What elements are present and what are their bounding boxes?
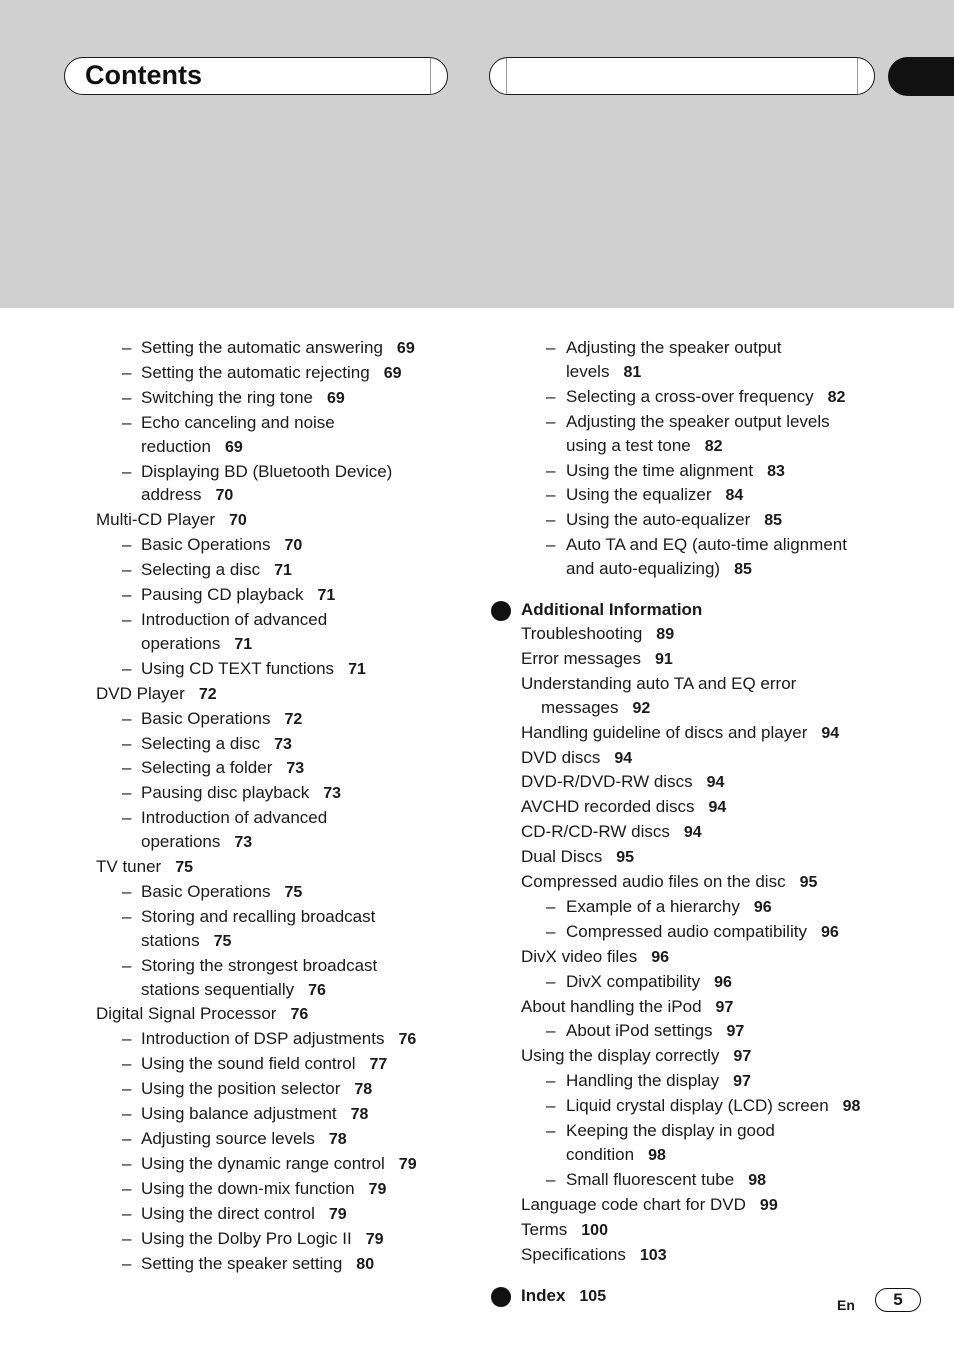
toc-entry-label: Adjusting source levels [141,1129,315,1148]
toc-entry-page: 73 [323,785,342,803]
dash-marker: – [546,411,556,431]
toc-entry-page: 84 [725,487,744,505]
toc-entry[interactable] [491,870,931,895]
toc-entry[interactable] [96,361,476,386]
toc-entry-label: Using the auto-equalizer [566,510,751,530]
toc-entry[interactable] [96,756,476,781]
dash-marker: – [122,362,132,382]
toc-entry-page: 94 [706,774,725,792]
toc-entry-page: 72 [284,710,303,728]
toc-entry-page: 70 [284,537,303,555]
toc-entry-page: 98 [648,1147,666,1164]
section-heading-label: Additional Information [521,600,703,620]
toc-entry-label: Auto TA and EQ (auto-time alignment [566,535,847,555]
dash-marker: – [122,387,132,407]
toc-entry-page: 79 [328,1205,347,1223]
section-tab [888,57,954,96]
toc-entry[interactable] [491,360,931,385]
toc-entry-label: Using the display correctly [521,1046,720,1066]
toc-additional-list [491,622,931,1268]
dash-marker: – [122,338,132,357]
toc-entry-label: operations [141,832,221,852]
toc-entry-page: 96 [753,898,772,916]
dash-marker: – [122,1228,132,1248]
dash-marker: – [122,1029,132,1049]
toc-entry-page: 76 [308,981,326,999]
toc-entry-label: Selecting a disc [141,733,261,753]
page-number: 5 [875,1288,921,1312]
toc-entry[interactable] [96,929,476,954]
section-gap [491,582,931,598]
toc-entry[interactable] [96,558,476,583]
toc-entry-label: TV tuner [96,857,162,877]
toc-entry[interactable] [491,746,931,771]
toc-entry-label: using a test tone [566,435,691,455]
dash-marker: – [122,1129,132,1148]
toc-entry[interactable] [491,459,931,484]
toc-left-column [96,336,476,1276]
toc-entry-label: Basic Operations [141,881,271,901]
toc-entry-label: Compressed audio files on the disc [521,872,786,892]
toc-entry[interactable] [491,483,931,508]
toc-entry-label: Setting the speaker setting [141,1253,343,1273]
index-label: Index [521,1285,566,1305]
toc-right-column [491,336,931,1308]
dash-marker: – [122,535,132,555]
toc-entry[interactable] [96,411,476,435]
section-heading-additional[interactable] [491,598,931,622]
toc-entry-page: 97 [733,1048,752,1066]
dash-marker: – [122,881,132,901]
toc-entry-label: Handling the display [566,1071,720,1091]
toc-entry[interactable] [96,682,476,707]
page-title: Contents [85,60,202,90]
toc-entry-page: 97 [715,998,734,1016]
toc-entry-label: Small fluorescent tube [566,1169,735,1189]
section-heading-index[interactable] [491,1284,931,1309]
toc-entry-label: Liquid crystal display (LCD) screen [566,1096,829,1116]
toc-entry[interactable] [96,1127,476,1152]
toc-entry-page: 103 [639,1246,667,1264]
toc-entry-page: 83 [767,462,785,480]
toc-entry[interactable] [96,1027,476,1052]
toc-entry-label: DVD discs [521,747,601,767]
toc-entry[interactable] [96,806,476,830]
toc-entry[interactable] [96,781,476,806]
toc-entry-label: CD-R/CD-RW discs [521,822,670,842]
toc-entry-page: 95 [799,874,818,892]
toc-entry[interactable] [96,386,476,411]
language-label: En [837,1297,855,1313]
toc-entry[interactable] [96,905,476,929]
dash-marker: – [546,1021,556,1041]
toc-entry-label: Using the position selector [141,1079,341,1099]
toc-entry-label: Introduction of DSP adjustments [141,1029,385,1049]
dash-marker: – [546,921,556,941]
header-band [0,0,954,308]
toc-entry[interactable] [491,1193,931,1218]
toc-entry-label: Using CD TEXT functions [141,658,335,678]
toc-entry-label: Terms [521,1219,568,1239]
section-gap [491,1268,931,1284]
toc-entry[interactable] [491,1069,931,1094]
toc-entry-page: 69 [396,340,415,357]
dash-marker: – [546,1121,556,1141]
toc-entry[interactable] [491,1243,931,1268]
dash-marker: – [546,1071,556,1091]
toc-entry-page: 89 [656,625,675,643]
toc-entry-page: 75 [213,932,232,950]
toc-entry[interactable] [491,895,931,920]
toc-entry[interactable] [491,920,931,945]
toc-entry[interactable] [96,533,476,558]
toc-entry-label: Using the sound field control [141,1054,356,1074]
toc-entry-page: 76 [290,1006,309,1024]
dash-marker: – [122,1203,132,1223]
toc-entry[interactable] [491,795,931,820]
blank-box-divider-right [857,58,858,94]
dash-marker: – [546,535,556,555]
toc-entry[interactable] [96,1202,476,1227]
toc-entry-label: Basic Operations [141,708,271,728]
dash-marker: – [122,1079,132,1099]
toc-entry-page: 75 [284,883,303,901]
toc-entry[interactable] [491,1119,931,1143]
toc-entry[interactable] [96,336,476,361]
toc-entry-page: 99 [759,1196,778,1214]
toc-entry-label: AVCHD recorded discs [521,797,695,817]
dash-marker: – [122,585,132,605]
toc-entry-label: Storing and recalling broadcast [141,906,376,926]
toc-entry[interactable] [491,1044,931,1069]
toc-entry-label: Pausing disc playback [141,783,310,803]
toc-entry-page: 71 [274,562,292,580]
toc-entry[interactable] [96,954,476,978]
bullet-icon [491,601,511,621]
toc-entry[interactable] [96,1152,476,1177]
toc-entry-label: Using the dynamic range control [141,1153,385,1173]
toc-entry[interactable] [96,508,476,533]
toc-entry[interactable] [491,1218,931,1243]
toc-entry-label: Language code chart for DVD [521,1194,746,1214]
toc-entry-page: 71 [348,660,366,678]
toc-entry[interactable] [491,336,931,360]
toc-entry-label: Basic Operations [141,535,271,555]
title-box-divider [430,58,431,94]
toc-entry-label: Troubleshooting [521,623,643,643]
dash-marker: – [122,1153,132,1173]
toc-entry-label: DVD Player [96,683,185,703]
toc-entry-page: 79 [365,1230,384,1248]
dash-marker: – [546,1096,556,1116]
toc-right-top [491,336,931,582]
toc-entry-label: Using the equalizer [566,485,712,505]
toc-entry[interactable] [96,460,476,484]
title-box [64,57,448,95]
toc-entry-label: Setting the automatic answering [141,338,383,357]
toc-entry-page: 85 [764,512,783,530]
toc-entry-page: 69 [327,389,345,407]
toc-entry-page: 79 [398,1155,417,1173]
toc-entry-page: 82 [827,388,846,406]
toc-entry[interactable] [491,1094,931,1119]
toc-entry-page: 70 [229,512,247,530]
toc-entry[interactable] [491,557,931,582]
blank-box-divider-left [506,58,507,94]
dash-marker: – [122,955,132,975]
toc-entry-label: reduction [141,436,211,456]
toc-entry-page: 78 [328,1131,347,1148]
toc-entry-page: 100 [581,1221,608,1239]
toc-entry[interactable] [491,410,931,434]
toc-entry-label: Using balance adjustment [141,1104,337,1124]
toc-entry[interactable] [96,608,476,632]
toc-entry-page: 97 [726,1023,745,1041]
toc-entry-label: Compressed audio compatibility [566,921,807,941]
toc-entry-label: Understanding auto TA and EQ error [521,673,797,693]
toc-entry-label: Selecting a cross-over frequency [566,386,814,406]
toc-entry-label: DivX video files [521,946,638,966]
toc-entry[interactable] [491,1019,931,1044]
toc-entry-label: Introduction of advanced [141,808,328,828]
toc-entry-label: Dual Discs [521,847,603,867]
toc-entry-page: 72 [198,685,217,703]
toc-entry-page: 85 [734,561,752,579]
toc-entry-label: Specifications [521,1244,626,1264]
toc-entry[interactable] [491,945,931,970]
toc-entry[interactable] [96,830,476,855]
dash-marker: – [122,1104,132,1124]
toc-entry-label: Multi-CD Player [96,510,216,530]
toc-entry-label: Handling guideline of discs and player [521,722,808,742]
toc-entry-label: Adjusting the speaker output levels [566,411,830,431]
toc-entry[interactable] [491,622,931,647]
toc-entry-page: 71 [317,587,336,605]
toc-entry[interactable] [491,385,931,410]
toc-entry-label: Selecting a folder [141,758,273,778]
dash-marker: – [546,338,556,357]
toc-entry-label: address [141,485,202,505]
toc-entry-page: 78 [354,1081,373,1099]
dash-marker: – [546,896,556,916]
toc-entry[interactable] [96,1102,476,1127]
toc-entry-page: 82 [704,437,723,455]
toc-entry-label: Switching the ring tone [141,387,313,407]
dash-marker: – [546,510,556,530]
toc-entry[interactable] [491,1168,931,1193]
toc-entry-page: 94 [821,724,840,742]
toc-entry[interactable] [96,1177,476,1202]
toc-entry[interactable] [96,707,476,732]
toc-entry-label: stations [141,930,200,950]
toc-entry-page: 92 [632,699,651,717]
dash-marker: – [122,733,132,753]
toc-entry-page: 94 [708,799,727,817]
toc-entry[interactable] [96,732,476,757]
toc-entry-label: DVD-R/DVD-RW discs [521,772,693,792]
toc-entry[interactable] [491,721,931,746]
toc-entry[interactable] [96,657,476,682]
toc-entry-page: 69 [383,364,402,382]
toc-entry-page: 70 [215,487,234,505]
dash-marker: – [546,971,556,991]
toc-entry[interactable] [491,970,931,995]
toc-entry[interactable] [96,880,476,905]
toc-entry-label: and auto-equalizing) [566,559,721,579]
toc-entry[interactable] [491,845,931,870]
index-page: 105 [579,1287,607,1305]
toc-entry-label: Example of a hierarchy [566,896,740,916]
dash-marker: – [122,658,132,678]
toc-entry-page: 73 [286,760,305,778]
toc-entry[interactable] [96,583,476,608]
dash-marker: – [122,1253,132,1273]
dash-marker: – [122,758,132,778]
toc-entry-page: 94 [614,749,633,767]
toc-entry-label: operations [141,633,221,653]
dash-marker: – [122,560,132,580]
toc-entry-label: Setting the automatic rejecting [141,362,370,382]
header-blank-box [489,57,875,95]
toc-entry-label: About iPod settings [566,1021,713,1041]
toc-entry-page: 79 [368,1180,387,1198]
dash-marker: – [546,1169,556,1189]
toc-entry-page: 73 [274,735,292,753]
toc-entry-label: Adjusting the speaker output [566,338,782,357]
toc-entry[interactable] [96,1052,476,1077]
toc-entry-page: 98 [842,1098,861,1116]
dash-marker: – [122,808,132,828]
toc-entry-page: 77 [369,1056,388,1074]
dash-marker: – [122,906,132,926]
toc-entry-label: Storing the strongest broadcast [141,955,378,975]
toc-entry-label: Error messages [521,648,641,668]
toc-entry[interactable] [96,483,476,508]
toc-entry-label: messages [541,697,619,717]
toc-entry-label: Pausing CD playback [141,585,304,605]
toc-entry-page: 69 [224,438,243,456]
dash-marker: – [122,708,132,728]
dash-marker: – [546,485,556,505]
toc-entry-label: Digital Signal Processor [96,1004,277,1024]
toc-entry-page: 98 [748,1171,766,1189]
dash-marker: – [122,783,132,803]
toc-entry-label: Selecting a disc [141,560,261,580]
toc-entry-label: Using the down-mix function [141,1178,355,1198]
bullet-icon [491,1287,511,1307]
dash-marker: – [546,386,556,406]
toc-entry-page: 95 [616,849,635,867]
toc-entry-label: Introduction of advanced [141,609,328,629]
toc-entry[interactable] [96,1077,476,1102]
dash-marker: – [546,460,556,480]
toc-entry[interactable] [96,1002,476,1027]
toc-entry[interactable] [96,632,476,657]
toc-entry-label: stations sequentially [141,979,295,999]
toc-entry[interactable] [491,696,931,721]
toc-entry-page: 97 [733,1073,751,1091]
toc-entry[interactable] [96,435,476,460]
toc-entry-page: 78 [350,1106,369,1124]
toc-entry-page: 71 [234,635,253,653]
toc-entry[interactable] [491,770,931,795]
toc-entry-label: DivX compatibility [566,971,701,991]
toc-entry[interactable] [491,647,931,672]
toc-entry[interactable] [491,508,931,533]
toc-entry[interactable] [96,855,476,880]
toc-entry[interactable] [96,1227,476,1252]
toc-entry-label: Displaying BD (Bluetooth Device) [141,461,393,481]
toc-entry-page: 96 [820,923,839,941]
toc-entry-label: Using the direct control [141,1203,315,1223]
toc-entry-label: Echo canceling and noise [141,412,335,432]
toc-entry-label: About handling the iPod [521,996,702,1016]
dash-marker: – [122,609,132,629]
dash-marker: – [122,1178,132,1198]
toc-entry-label: Keeping the display in good [566,1121,775,1141]
dash-marker: – [122,1054,132,1074]
toc-entry-page: 91 [654,650,673,668]
toc-entry[interactable] [491,672,931,696]
toc-entry-page: 96 [714,973,732,991]
dash-marker: – [122,461,132,481]
toc-entry-page: 94 [683,824,702,842]
toc-entry-label: condition [566,1145,635,1164]
toc-entry[interactable] [491,995,931,1020]
dash-marker: – [122,412,132,432]
toc-entry-page: 96 [651,948,670,966]
toc-entry[interactable] [491,434,931,459]
toc-entry-page: 76 [398,1031,417,1049]
toc-entry-page: 81 [623,363,642,381]
toc-entry[interactable] [491,1143,931,1168]
toc-entry[interactable] [96,1252,476,1277]
toc-entry-label: Using the Dolby Pro Logic II [141,1228,352,1248]
toc-entry-page: 73 [234,834,253,852]
toc-entry-label: levels [566,361,610,381]
toc-entry-page: 80 [356,1255,375,1273]
toc-entry[interactable] [96,978,476,1003]
toc-entry[interactable] [491,820,931,845]
toc-entry[interactable] [491,533,931,557]
toc-entry-label: Using the time alignment [566,460,754,480]
toc-entry-page: 75 [175,859,193,877]
